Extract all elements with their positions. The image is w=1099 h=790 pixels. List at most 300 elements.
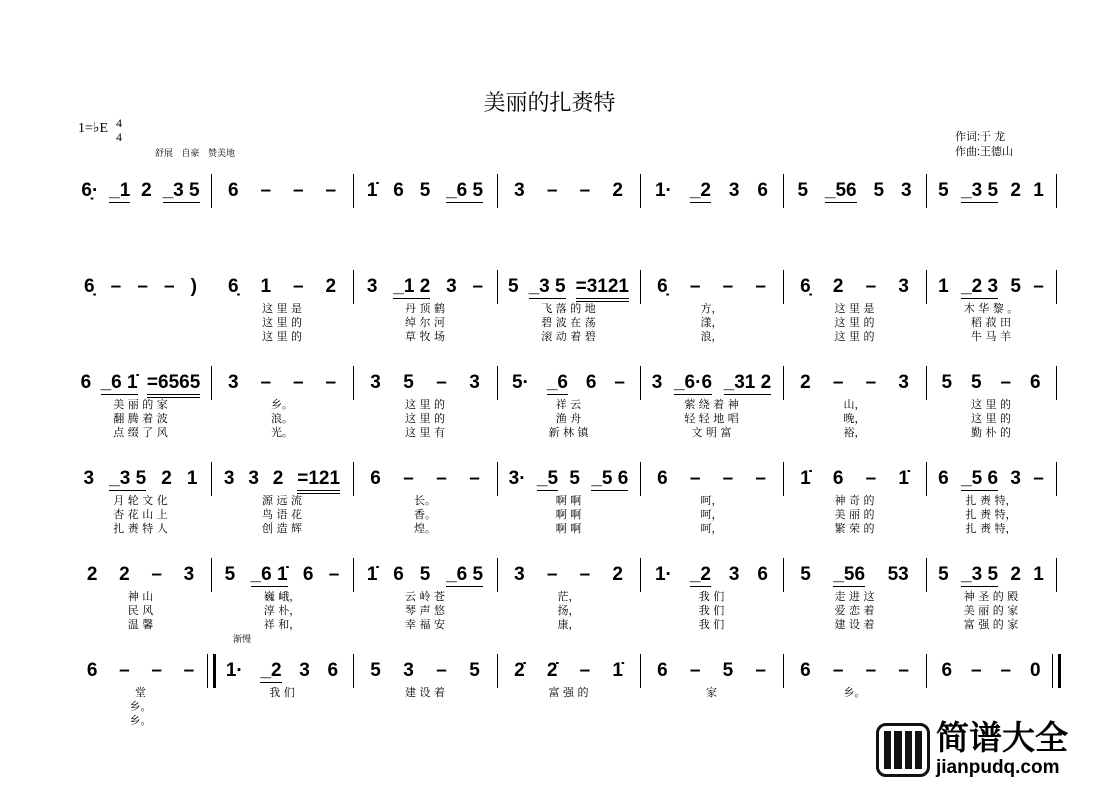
note: 1 (186, 468, 198, 489)
measure (497, 564, 640, 590)
lyric: 扎 赉 特 人 (113, 522, 168, 535)
note: 3 (514, 564, 525, 585)
measure (70, 468, 211, 494)
lyric: 啊 啊 (555, 494, 582, 507)
lyric: 神 圣 的 殿 (963, 590, 1019, 603)
note: 5 (970, 372, 982, 393)
song-title: 美丽的扎赉特 (483, 91, 616, 116)
lyric: 美 丽 的 (834, 508, 875, 521)
lyric: 这 里 有 (405, 426, 445, 439)
note: – (832, 660, 844, 681)
note: _2 (689, 180, 711, 201)
piano-icon (876, 723, 930, 777)
note: 1· (654, 564, 672, 585)
note: 3 (227, 372, 239, 393)
site-logo[interactable] (876, 720, 1096, 780)
note: – (436, 468, 447, 489)
lyric: 碧 波 在 荡 (541, 316, 596, 329)
lyric: 这 里 的 (405, 412, 445, 425)
note: 6 (585, 372, 597, 393)
note: 5 (469, 660, 480, 681)
note: – (755, 468, 766, 489)
lyric: 萦 绕 着 神 (684, 398, 739, 411)
note: 6̣ (657, 276, 668, 297)
note: – (865, 276, 877, 297)
note: – (151, 564, 162, 585)
lyric: 创 造 辉 (262, 522, 302, 535)
note: _6 5 (446, 564, 484, 585)
note: =3121 (576, 276, 629, 302)
note: 5 (800, 564, 811, 585)
note: – (1000, 372, 1012, 393)
note: – (755, 660, 766, 681)
note: _3 5 (961, 564, 999, 585)
lyric: 牛 马 羊 (971, 330, 1011, 343)
note: 5 (419, 564, 431, 585)
lyric: 神 奇 的 (834, 494, 875, 507)
lyric: 云 岭 苍 (405, 590, 445, 603)
lyric: 乡。 (843, 686, 866, 699)
measure (497, 468, 640, 494)
measure (211, 564, 353, 590)
measure (211, 660, 353, 686)
tempo-marking: 舒展 自豪 赞美地 (155, 148, 236, 158)
note: ) (190, 276, 197, 297)
lyric: 这 里 是 (262, 302, 302, 315)
note: 6 (832, 468, 844, 489)
measure (497, 660, 640, 686)
note: _3 5 (109, 468, 147, 489)
note: 6 (393, 564, 404, 585)
note: 2 (800, 372, 811, 393)
note: _1 (109, 180, 131, 201)
lyric: 堂 (135, 686, 146, 699)
lyric: 建 设 着 (405, 686, 445, 699)
note: 3 (728, 180, 740, 201)
note: 6 (800, 660, 811, 681)
note: – (137, 276, 148, 297)
lyric: 这 里 的 (262, 330, 302, 343)
note: 1· (654, 180, 672, 201)
note: 6̣ (84, 276, 95, 297)
note: 5· (511, 372, 529, 393)
note: – (292, 372, 304, 393)
lyric: 琴 声 悠 (405, 604, 445, 617)
note: _2 (689, 564, 711, 585)
note: 6̣ (800, 276, 811, 297)
tempo-change: 渐慢 (233, 634, 252, 644)
note: 1̇ (366, 564, 378, 585)
note: _56 (824, 180, 857, 201)
note: 2 (1010, 564, 1021, 585)
note: – (579, 180, 591, 201)
lyric: 美 丽 的 家 (113, 398, 168, 411)
lyric: 方， (700, 302, 723, 315)
measure (497, 180, 640, 206)
note: – (119, 660, 130, 681)
note: 3 (651, 372, 663, 393)
note: – (1033, 276, 1044, 297)
measure (640, 180, 783, 206)
note: 6 (393, 180, 404, 201)
measure (211, 468, 353, 494)
note: 2 (141, 180, 152, 201)
lyric: 晚， (843, 412, 866, 425)
lyric: 浪， (700, 330, 723, 343)
note: 6 (370, 468, 381, 489)
note: 5 (419, 180, 431, 201)
note: 1̇ (898, 468, 909, 489)
note: 5 (403, 372, 414, 393)
note: 3 (299, 660, 310, 681)
note: _31 2 (723, 372, 772, 393)
barline (1056, 366, 1057, 400)
measure (211, 180, 353, 206)
note: 3 (223, 468, 235, 489)
lyricist: 作词:于 龙 (955, 131, 1006, 143)
time-bottom: 4 (116, 130, 122, 144)
note: – (292, 180, 304, 201)
note: 5 (722, 660, 734, 681)
note: – (110, 276, 122, 297)
barline (1056, 174, 1057, 208)
note: – (1033, 468, 1044, 489)
note: – (403, 468, 414, 489)
note: – (689, 660, 701, 681)
measure (70, 180, 211, 206)
note: – (325, 372, 337, 393)
lyric: 飞 落 的 地 (541, 302, 596, 315)
final-barline (1052, 654, 1061, 688)
note: 1 (260, 276, 272, 297)
note: – (472, 276, 484, 297)
lyric: 山， (843, 398, 866, 411)
time-signature (116, 116, 122, 144)
note: – (865, 660, 877, 681)
lyric: 我 们 (698, 618, 725, 631)
lyric: 巍 峨， (263, 590, 301, 603)
measure (640, 564, 783, 590)
note: 2 (612, 180, 623, 201)
measure (211, 276, 353, 302)
measure (353, 180, 497, 206)
lyric: 祥 云 (555, 398, 582, 411)
lyric: 啊 啊 (555, 508, 582, 521)
lyric: 茫， (557, 590, 580, 603)
note: – (898, 660, 909, 681)
note: 2 (832, 276, 844, 297)
measure (640, 372, 783, 398)
note: 6 (80, 372, 92, 393)
measure (926, 468, 1056, 494)
note: – (546, 564, 558, 585)
measure (783, 180, 926, 206)
note: 5 (508, 276, 519, 297)
lyric: 康， (557, 618, 580, 631)
lyric: 美 丽 的 家 (963, 604, 1019, 617)
measure (70, 372, 211, 398)
lyric: 呵， (700, 522, 723, 535)
measure (70, 660, 211, 686)
note: 3 (366, 276, 378, 297)
note: – (260, 372, 272, 393)
lyric: 乡。 (271, 398, 293, 411)
note: 2 (161, 468, 172, 489)
note: – (970, 660, 982, 681)
note: 3 (370, 372, 381, 393)
lyric: 我 们 (698, 604, 725, 617)
note: 3 (446, 276, 457, 297)
lyric: 呵， (700, 494, 723, 507)
note: 6 (941, 660, 953, 681)
note: 3· (508, 468, 526, 489)
measure (926, 276, 1056, 302)
note: _3 5 (528, 276, 566, 297)
note: 6 (757, 180, 768, 201)
measure (353, 372, 497, 398)
note: – (722, 468, 734, 489)
lyric: 我 们 (269, 686, 295, 699)
note: 1̇ (612, 660, 623, 681)
lyric: 家 (706, 686, 717, 699)
note: _1 2 (393, 276, 431, 297)
measure (353, 564, 497, 590)
lyric: 草 牧 场 (405, 330, 445, 343)
note: 6 (227, 180, 239, 201)
measure (497, 372, 640, 398)
note: 3 (898, 372, 909, 393)
lyric: 民 风 (127, 604, 154, 617)
lyric: 富 强 的 (548, 686, 589, 699)
lyric: 这 里 的 (971, 412, 1011, 425)
note: 3 (83, 468, 95, 489)
logo-cn: 简谱大全 (936, 718, 1068, 757)
barline (1056, 462, 1057, 496)
note: – (151, 660, 162, 681)
note: _3 5 (162, 180, 200, 201)
lyric: 祥 和， (263, 618, 301, 631)
note: _6 5 (446, 180, 484, 201)
note: 5 (938, 564, 949, 585)
lyric: 木 华 黎 。 (963, 302, 1019, 315)
lyric: 翻 腾 着 波 (113, 412, 168, 425)
note: 1 (938, 276, 949, 297)
note: 6 (657, 468, 668, 489)
lyric: 走 进 这 (834, 590, 875, 603)
lyric: 滚 动 着 碧 (541, 330, 596, 343)
note: 2 (325, 276, 337, 297)
barline (1056, 270, 1057, 304)
note: 5 (1010, 276, 1021, 297)
note: 3 (403, 660, 414, 681)
measure (353, 660, 497, 686)
note: 5 (941, 372, 953, 393)
note: – (436, 660, 447, 681)
note: 2̇ (514, 660, 525, 681)
note: 3 (898, 276, 909, 297)
note: 1 (1033, 180, 1044, 201)
lyric: 长。 (414, 494, 436, 507)
note: – (722, 276, 734, 297)
lyric: 乡。 (129, 700, 152, 713)
measure (783, 564, 926, 590)
lyric: 勤 朴 的 (971, 426, 1011, 439)
lyric: 香。 (414, 508, 436, 521)
composer: 作曲:王德山 (955, 146, 1014, 158)
lyric: 这 里 的 (834, 316, 875, 329)
note: – (1000, 660, 1012, 681)
note: 3 (1010, 468, 1021, 489)
lyric: 稻 菽 田 (971, 316, 1011, 329)
note: 3 (900, 180, 912, 201)
note: 5 (224, 564, 236, 585)
note: – (689, 276, 701, 297)
note: 53 (887, 564, 909, 585)
note: 3 (728, 564, 740, 585)
measure (783, 468, 926, 494)
lyric: 鸟 语 花 (262, 508, 302, 521)
logo-en: jianpudq.com (936, 757, 1060, 778)
barline (1056, 558, 1057, 592)
measure (353, 276, 497, 302)
measure (640, 660, 783, 686)
note: – (579, 564, 591, 585)
measure (926, 180, 1056, 206)
note: _2 (260, 660, 282, 681)
note: 6̣· (81, 180, 99, 201)
lyric: 轻 轻 地 唱 (684, 412, 739, 425)
note: – (755, 276, 766, 297)
note: – (328, 564, 340, 585)
note: – (689, 468, 701, 489)
note: 6 (327, 660, 339, 681)
note: 6 (757, 564, 768, 585)
note: _2 3 (961, 276, 999, 297)
note: 5 (797, 180, 809, 201)
measure (926, 372, 1056, 398)
note: 5 (938, 180, 949, 201)
lyric: 呵， (700, 508, 723, 521)
note: – (614, 372, 625, 393)
lyric: 漾， (700, 316, 723, 329)
note: 1 (1033, 564, 1044, 585)
time-top: 4 (116, 116, 122, 130)
key-signature: 1=♭E (78, 121, 109, 136)
note: 1̇ (800, 468, 811, 489)
note: 1· (225, 660, 243, 681)
lyric: 乡。 (129, 714, 152, 727)
measure (783, 276, 926, 302)
note: _6 1̇ (250, 564, 288, 585)
measure (926, 564, 1056, 590)
note: _6 1̇ (100, 372, 138, 393)
note: 6 (86, 660, 98, 681)
lyric: 光。 (271, 426, 293, 439)
lyric: 爱 恋 着 (834, 604, 875, 617)
note: 6̣ (227, 276, 239, 297)
note: – (292, 276, 304, 297)
note: – (832, 372, 844, 393)
measure (497, 276, 640, 302)
note: – (436, 372, 447, 393)
lyric: 神 山 (127, 590, 154, 603)
lyric: 煌。 (414, 522, 436, 535)
lyric: 我 们 (698, 590, 725, 603)
lyric: 这 里 是 (834, 302, 875, 315)
note: _5 6 (591, 468, 629, 489)
lyric: 丹 顶 鹤 (405, 302, 445, 315)
lyric: 绰 尔 河 (405, 316, 445, 329)
measure (70, 276, 211, 302)
lyric: 月 轮 文 化 (113, 494, 168, 507)
note: 6 (657, 660, 668, 681)
measure (783, 660, 926, 686)
note: – (163, 276, 175, 297)
lyric: 这 里 的 (262, 316, 302, 329)
note: _5 (536, 468, 559, 489)
lyric: 点 缀 了 风 (113, 426, 168, 439)
lyric: 幸 福 安 (405, 618, 445, 631)
lyric: 浪。 (271, 412, 293, 425)
note: – (183, 660, 195, 681)
note: 5 (370, 660, 381, 681)
lyric: 扎 赉 特， (965, 522, 1017, 535)
note: 2 (612, 564, 623, 585)
measure (353, 468, 497, 494)
note: _5 6 (961, 468, 999, 489)
lyric: 建 设 着 (834, 618, 875, 631)
lyric: 啊 啊 (555, 522, 582, 535)
note: – (546, 180, 558, 201)
lyric: 淳 朴， (263, 604, 301, 617)
measure (640, 468, 783, 494)
note: 2 (1010, 180, 1021, 201)
measure (70, 564, 211, 590)
lyric: 裕， (843, 426, 866, 439)
lyric: 文 明 富 (691, 426, 732, 439)
note: _56 (833, 564, 866, 585)
note: 3 (248, 468, 259, 489)
note: _3 5 (961, 180, 999, 201)
note: =121 (297, 468, 340, 494)
note: 2 (272, 468, 284, 489)
note: 6 (1029, 372, 1041, 393)
note: 3 (514, 180, 525, 201)
lyric: 繁 荣 的 (834, 522, 875, 535)
lyric: 扬， (557, 604, 580, 617)
lyric: 温 馨 (127, 618, 154, 631)
note: 3 (469, 372, 480, 393)
lyric: 扎 赉 特， (965, 508, 1017, 521)
note: 2 (119, 564, 130, 585)
note: 5 (873, 180, 885, 201)
note: 6 (938, 468, 949, 489)
note: =6565 (147, 372, 200, 398)
note: – (469, 468, 480, 489)
lyric: 扎 赉 特， (965, 494, 1017, 507)
note: – (865, 372, 877, 393)
note: _6·6 (673, 372, 713, 393)
lyric: 这 里 的 (405, 398, 445, 411)
note: _6 (546, 372, 568, 393)
note: 0 (1029, 660, 1041, 681)
note: – (579, 660, 591, 681)
note: 6 (302, 564, 314, 585)
measure (640, 276, 783, 302)
note: 2̇ (546, 660, 558, 681)
note: – (865, 468, 877, 489)
lyric: 源 远 流 (262, 494, 302, 507)
